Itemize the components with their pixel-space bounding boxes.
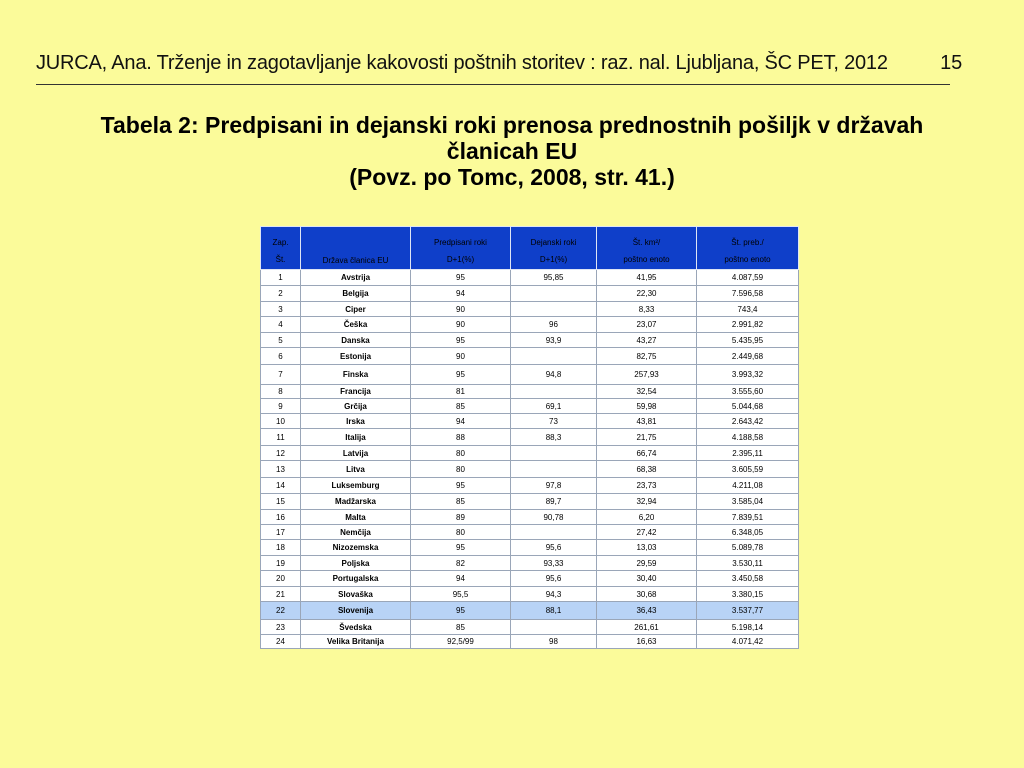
cell-state: Latvija xyxy=(301,446,411,461)
table-row xyxy=(261,414,799,429)
cell-pred: 95 xyxy=(411,333,511,348)
cell-km: 8,33 xyxy=(597,302,697,317)
cell-pred: 88 xyxy=(411,429,511,446)
cell-dej xyxy=(511,385,597,399)
table-row xyxy=(261,510,799,525)
cell-km: 16,63 xyxy=(597,635,697,649)
cell-preb: 2.643,42 xyxy=(697,414,799,429)
cell-no: 14 xyxy=(261,478,301,494)
header-km-line2: poštno enoto xyxy=(623,255,670,264)
cell-dej xyxy=(511,461,597,478)
cell-pred: 81 xyxy=(411,385,511,399)
cell-no: 22 xyxy=(261,602,301,620)
cell-pred: 92,5/99 xyxy=(411,635,511,649)
caption-line-1: Tabela 2: Predpisani in dejanski roki prenosa prednostnih pošiljk v državah xyxy=(100,112,924,138)
cell-pred: 90 xyxy=(411,317,511,333)
cell-preb: 5.435,95 xyxy=(697,333,799,348)
cell-no: 4 xyxy=(261,317,301,333)
cell-no: 3 xyxy=(261,302,301,317)
cell-state: Danska xyxy=(301,333,411,348)
cell-km: 6,20 xyxy=(597,510,697,525)
cell-no: 2 xyxy=(261,286,301,302)
cell-dej: 88,1 xyxy=(511,602,597,620)
header-state-label: Država članica EU xyxy=(322,255,389,265)
table-row xyxy=(261,525,799,540)
cell-state: Estonija xyxy=(301,348,411,365)
cell-pred: 85 xyxy=(411,620,511,635)
cell-no: 6 xyxy=(261,348,301,365)
cell-preb: 3.380,15 xyxy=(697,587,799,602)
cell-km: 66,74 xyxy=(597,446,697,461)
data-table-container xyxy=(260,226,798,649)
cell-preb: 3.585,04 xyxy=(697,494,799,510)
table-header-row xyxy=(261,227,799,270)
cell-state: Luksemburg xyxy=(301,478,411,494)
cell-dej: 89,7 xyxy=(511,494,597,510)
cell-pred: 85 xyxy=(411,399,511,414)
header-pred-line2: D+1(%) xyxy=(446,255,475,264)
cell-state: Slovaška xyxy=(301,587,411,602)
cell-km: 36,43 xyxy=(597,602,697,620)
cell-no: 18 xyxy=(261,540,301,556)
cell-preb: 5.198,14 xyxy=(697,620,799,635)
cell-dej xyxy=(511,348,597,365)
header-predpisani xyxy=(411,227,511,270)
cell-pred: 95 xyxy=(411,365,511,385)
cell-dej: 73 xyxy=(511,414,597,429)
table-row xyxy=(261,286,799,302)
cell-no: 7 xyxy=(261,365,301,385)
cell-preb: 4.087,59 xyxy=(697,270,799,286)
header-no xyxy=(261,227,301,270)
table-row xyxy=(261,635,799,649)
cell-dej: 95,85 xyxy=(511,270,597,286)
header-dej-line2: D+1(%) xyxy=(539,255,568,264)
cell-no: 5 xyxy=(261,333,301,348)
cell-pred: 94 xyxy=(411,571,511,587)
citation-text: JURCA, Ana. Trženje in zagotavljanje kakovosti poštnih storitev : raz. nal. Ljubljana, ŠC PET, 2012 xyxy=(36,52,888,74)
cell-pred: 95,5 xyxy=(411,587,511,602)
table-row xyxy=(261,461,799,478)
cell-no: 19 xyxy=(261,556,301,571)
cell-km: 261,61 xyxy=(597,620,697,635)
header-pred-line1: Predpisani roki xyxy=(434,238,487,247)
table-row xyxy=(261,385,799,399)
cell-state: Madžarska xyxy=(301,494,411,510)
table-row xyxy=(261,540,799,556)
cell-state: Švedska xyxy=(301,620,411,635)
cell-preb: 3.450,58 xyxy=(697,571,799,587)
page-number: 15 xyxy=(940,52,962,74)
cell-state: Češka xyxy=(301,317,411,333)
cell-dej xyxy=(511,620,597,635)
cell-pred: 90 xyxy=(411,302,511,317)
cell-preb: 3.605,59 xyxy=(697,461,799,478)
cell-km: 23,73 xyxy=(597,478,697,494)
cell-pred: 95 xyxy=(411,540,511,556)
cell-preb: 2.991,82 xyxy=(697,317,799,333)
header-divider xyxy=(36,84,950,85)
table-row xyxy=(261,478,799,494)
cell-dej: 90,78 xyxy=(511,510,597,525)
cell-preb: 3.555,60 xyxy=(697,385,799,399)
cell-preb: 2.449,68 xyxy=(697,348,799,365)
cell-dej: 94,3 xyxy=(511,587,597,602)
cell-pred: 80 xyxy=(411,525,511,540)
cell-pred: 89 xyxy=(411,510,511,525)
cell-state: Poljska xyxy=(301,556,411,571)
cell-preb: 4.211,08 xyxy=(697,478,799,494)
cell-km: 21,75 xyxy=(597,429,697,446)
cell-no: 9 xyxy=(261,399,301,414)
table-row xyxy=(261,556,799,571)
cell-no: 11 xyxy=(261,429,301,446)
cell-dej: 97,8 xyxy=(511,478,597,494)
cell-km: 43,81 xyxy=(597,414,697,429)
cell-km: 257,93 xyxy=(597,365,697,385)
cell-km: 30,40 xyxy=(597,571,697,587)
cell-km: 32,94 xyxy=(597,494,697,510)
cell-km: 29,59 xyxy=(597,556,697,571)
cell-state: Grčija xyxy=(301,399,411,414)
cell-dej: 93,9 xyxy=(511,333,597,348)
cell-km: 68,38 xyxy=(597,461,697,478)
cell-dej xyxy=(511,525,597,540)
cell-km: 23,07 xyxy=(597,317,697,333)
cell-dej: 95,6 xyxy=(511,540,597,556)
cell-dej xyxy=(511,286,597,302)
cell-dej: 94,8 xyxy=(511,365,597,385)
cell-preb: 3.537,77 xyxy=(697,602,799,620)
cell-no: 23 xyxy=(261,620,301,635)
cell-pred: 95 xyxy=(411,270,511,286)
cell-km: 27,42 xyxy=(597,525,697,540)
table-row xyxy=(261,620,799,635)
cell-km: 32,54 xyxy=(597,385,697,399)
cell-state: Avstrija xyxy=(301,270,411,286)
header-dejanski xyxy=(511,227,597,270)
cell-state: Slovenija xyxy=(301,602,411,620)
cell-no: 16 xyxy=(261,510,301,525)
cell-preb: 5.089,78 xyxy=(697,540,799,556)
caption-line-3: (Povz. po Tomc, 2008, str. 41.) xyxy=(349,164,675,190)
cell-pred: 95 xyxy=(411,478,511,494)
table-row xyxy=(261,494,799,510)
header-km-line1: Št. km²/ xyxy=(632,238,661,247)
cell-km: 43,27 xyxy=(597,333,697,348)
table-row xyxy=(261,587,799,602)
cell-km: 22,30 xyxy=(597,286,697,302)
cell-dej xyxy=(511,302,597,317)
cell-pred: 95 xyxy=(411,602,511,620)
header-no-line2: Št. xyxy=(275,255,286,264)
header-no-line1: Zap. xyxy=(272,238,289,247)
cell-state: Portugalska xyxy=(301,571,411,587)
table-row xyxy=(261,348,799,365)
cell-preb: 2.395,11 xyxy=(697,446,799,461)
cell-pred: 94 xyxy=(411,414,511,429)
cell-pred: 90 xyxy=(411,348,511,365)
table-row xyxy=(261,429,799,446)
cell-state: Italija xyxy=(301,429,411,446)
cell-preb: 743,4 xyxy=(697,302,799,317)
cell-pred: 85 xyxy=(411,494,511,510)
table-row xyxy=(261,446,799,461)
cell-preb: 3.530,11 xyxy=(697,556,799,571)
cell-state: Irska xyxy=(301,414,411,429)
table-row xyxy=(261,602,799,620)
cell-pred: 80 xyxy=(411,446,511,461)
cell-no: 20 xyxy=(261,571,301,587)
cell-preb: 4.071,42 xyxy=(697,635,799,649)
table-body xyxy=(261,270,799,649)
table-row xyxy=(261,571,799,587)
cell-dej: 69,1 xyxy=(511,399,597,414)
table-row xyxy=(261,302,799,317)
header-dej-line1: Dejanski roki xyxy=(530,238,577,247)
cell-dej: 88,3 xyxy=(511,429,597,446)
header-state xyxy=(301,227,411,270)
table-row xyxy=(261,270,799,286)
cell-state: Nemčija xyxy=(301,525,411,540)
cell-state: Nizozemska xyxy=(301,540,411,556)
cell-km: 82,75 xyxy=(597,348,697,365)
cell-km: 59,98 xyxy=(597,399,697,414)
cell-preb: 5.044,68 xyxy=(697,399,799,414)
eu-postal-table xyxy=(260,226,799,649)
header-preb-line1: Št. preb./ xyxy=(731,238,764,247)
cell-no: 17 xyxy=(261,525,301,540)
cell-pred: 80 xyxy=(411,461,511,478)
table-row xyxy=(261,399,799,414)
cell-state: Finska xyxy=(301,365,411,385)
table-row xyxy=(261,333,799,348)
cell-state: Ciper xyxy=(301,302,411,317)
cell-dej: 96 xyxy=(511,317,597,333)
cell-preb: 7.839,51 xyxy=(697,510,799,525)
cell-no: 24 xyxy=(261,635,301,649)
cell-dej: 95,6 xyxy=(511,571,597,587)
cell-km: 13,03 xyxy=(597,540,697,556)
cell-preb: 3.993,32 xyxy=(697,365,799,385)
cell-preb: 4.188,58 xyxy=(697,429,799,446)
cell-state: Litva xyxy=(301,461,411,478)
cell-state: Francija xyxy=(301,385,411,399)
cell-dej: 93,33 xyxy=(511,556,597,571)
cell-pred: 94 xyxy=(411,286,511,302)
table-caption xyxy=(30,112,994,190)
cell-no: 1 xyxy=(261,270,301,286)
cell-dej: 98 xyxy=(511,635,597,649)
header-preb xyxy=(697,227,799,270)
cell-state: Velika Britanija xyxy=(301,635,411,649)
cell-no: 13 xyxy=(261,461,301,478)
cell-no: 8 xyxy=(261,385,301,399)
cell-km: 30,68 xyxy=(597,587,697,602)
table-row xyxy=(261,365,799,385)
cell-km: 41,95 xyxy=(597,270,697,286)
cell-state: Malta xyxy=(301,510,411,525)
cell-state: Belgija xyxy=(301,286,411,302)
cell-no: 10 xyxy=(261,414,301,429)
cell-dej xyxy=(511,446,597,461)
cell-preb: 7.596,58 xyxy=(697,286,799,302)
cell-no: 21 xyxy=(261,587,301,602)
cell-no: 12 xyxy=(261,446,301,461)
cell-pred: 82 xyxy=(411,556,511,571)
table-row xyxy=(261,317,799,333)
cell-preb: 6.348,05 xyxy=(697,525,799,540)
caption-line-2: članicah EU xyxy=(446,138,578,164)
header-km xyxy=(597,227,697,270)
header-preb-line2: poštno enoto xyxy=(724,255,771,264)
cell-no: 15 xyxy=(261,494,301,510)
slide-header xyxy=(36,52,962,82)
